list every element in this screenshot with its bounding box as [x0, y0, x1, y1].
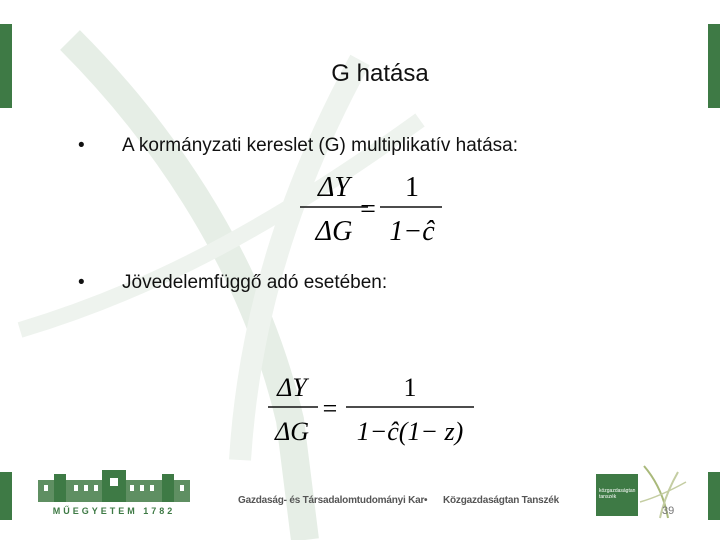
university-logo-text: MŰEGYETEM 1782 — [52, 506, 176, 516]
multiplier-formula — [290, 166, 460, 250]
tax-multiplier-formula — [262, 370, 482, 450]
faculty-name: Gazdaság- és Társadalomtudományi Kar — [238, 495, 425, 506]
formula-denominator-left: ΔG — [315, 216, 353, 247]
university-logo — [34, 466, 194, 518]
slide-title: G hatása — [331, 60, 429, 87]
department-name: Közgazdaságtan Tanszék — [443, 495, 560, 506]
formula-denominator-right: 1−ĉ(1− z) — [356, 417, 464, 446]
formula-numerator-left: ΔY — [317, 172, 351, 203]
department-logo: közgazdaságtan tanszék — [596, 474, 638, 516]
bullet-item — [78, 135, 518, 157]
formula-numerator-left: ΔY — [277, 373, 307, 402]
equals-sign: = — [360, 194, 376, 225]
formula-denominator-left: ΔG — [274, 417, 310, 446]
bullet-icon: • — [78, 135, 85, 156]
bullet-icon: • — [78, 272, 85, 293]
formula-numerator-right: 1 — [403, 373, 417, 402]
footer-separator: • — [424, 495, 428, 506]
bullet-text: A kormányzati kereslet (G) multiplikatív hatása: — [122, 135, 518, 156]
formula-denominator-right: 1−ĉ — [389, 216, 435, 247]
page-number: 39 — [662, 505, 675, 517]
bullet-item — [78, 272, 387, 294]
formula-numerator-right: 1 — [405, 172, 419, 203]
bullet-text: Jövedelemfüggő adó esetében: — [122, 272, 388, 293]
equals-sign: = — [322, 394, 338, 423]
